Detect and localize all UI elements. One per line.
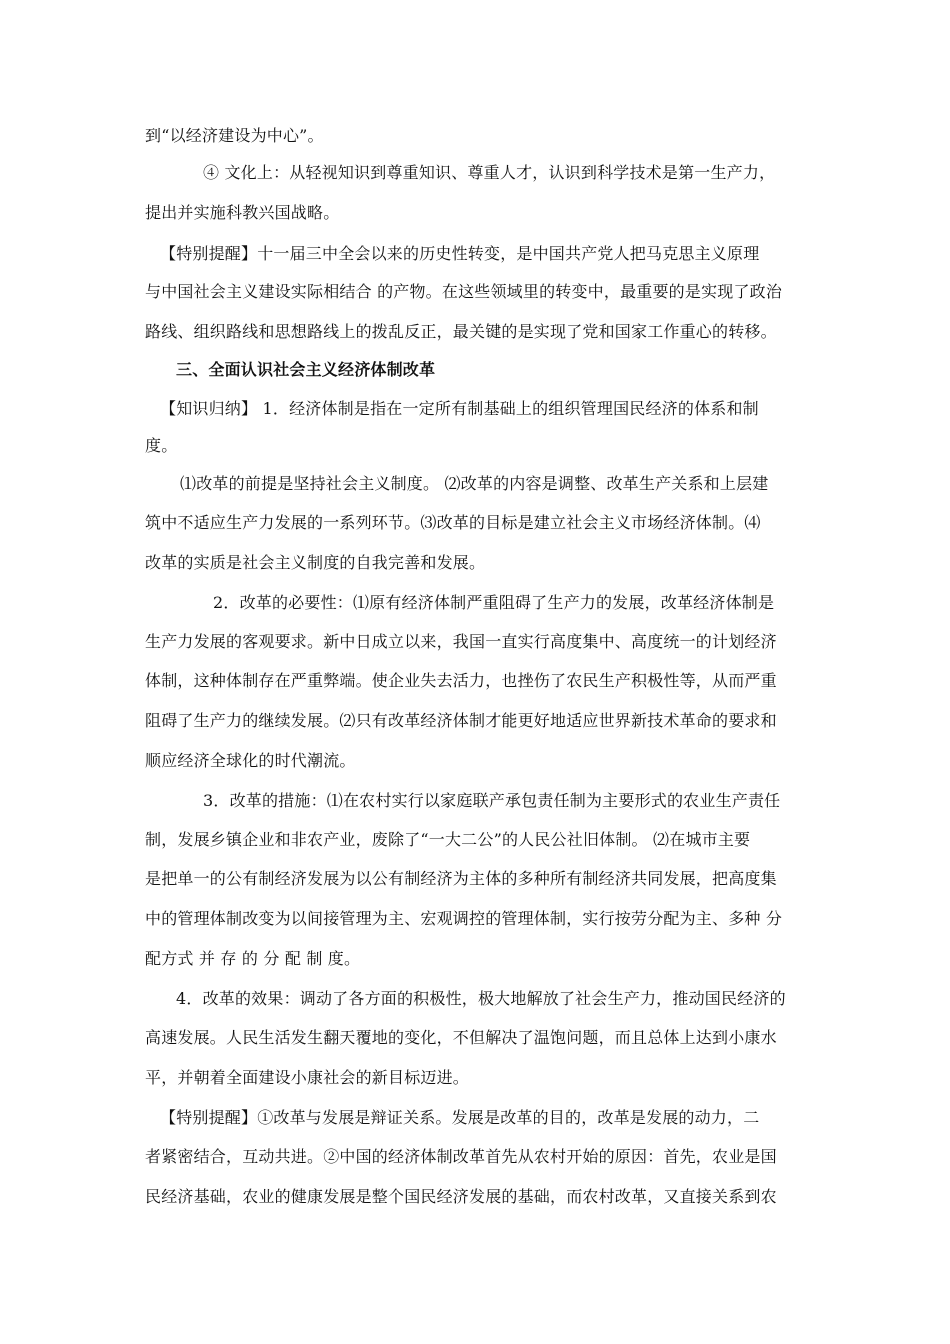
text-line: 【特别提醒】①改革与发展是辩证关系。发展是改革的目的，改革是发展的动力，二 [160,1108,760,1127]
text-line: 阻碍了生产力的继续发展。⑵只有改革经济体制才能更好地适应世界新技术革命的要求和 [145,711,777,730]
text-line: 是把单一的公有制经济发展为以公有制经济为主体的多种所有制经济共同发展，把高度集 [145,869,777,888]
text-line: 生产力发展的客观要求。新中日成立以来，我国一直实行高度集中、高度统一的计划经济 [145,632,777,651]
text-line: 【特别提醒】十一届三中全会以来的历史性转变，是中国共产党人把马克思主义原理 [160,244,760,263]
text-line: 到“以经济建设为中心”。 [145,126,324,145]
text-line: 顺应经济全球化的时代潮流。 [145,751,356,770]
text-line: 提出并实施科教兴国战略。 [145,203,340,222]
text-line: 筑中不适应生产力发展的一系列环节。⑶改革的目标是建立社会主义市场经济体制。⑷ [145,513,761,532]
text-line: 平，并朝着全面建设小康社会的新目标迈进。 [145,1068,470,1087]
text-line: 民经济基础，农业的健康发展是整个国民经济发展的基础，而农村改革，又直接关系到农 [145,1187,777,1206]
text-line: 者紧密结合，互动共进。②中国的经济体制改革首先从农村开始的原因：首先，农业是国 [145,1147,777,1166]
text-line: 2．改革的必要性：⑴原有经济体制严重阻碍了生产力的发展，改革经济体制是 [213,593,775,612]
text-line: 3．改革的措施：⑴在农村实行以家庭联产承包责任制为主要形式的农业生产责任 [203,791,781,810]
text-line: ⑴改革的前提是坚持社会主义制度。 ⑵改革的内容是调整、改革生产关系和上层建 [180,474,769,493]
text-line: 体制，这种体制存在严重弊端。使企业失去活力，也挫伤了农民生产积极性等，从而严重 [145,671,777,690]
text-line: ④ 文化上：从轻视知识到尊重知识、尊重人才，认识到科学技术是第一生产力， [203,163,776,182]
text-line: 【知识归纳】 1．经济体制是指在一定所有制基础上的组织管理国民经济的体系和制 [160,399,759,418]
section-heading: 三、全面认识社会主义经济体制改革 [176,360,436,379]
text-line: 路线、组织路线和思想路线上的拨乱反正，最关键的是实现了党和国家工作重心的转移。 [145,322,777,341]
text-line: 度。 [145,436,178,455]
text-line: 中的管理体制改变为以间接管理为主、宏观调控的管理体制，实行按劳分配为主、多种 分 [145,909,783,928]
text-line: 配方式 并 存 的 分 配 制 度。 [145,949,361,968]
text-line: 制，发展乡镇企业和非农产业，废除了“一大二公”的人民公社旧体制。 ⑵在城市主要 [145,830,751,849]
text-line: 与中国社会主义建设实际相结合 的产物。在这些领域里的转变中，最重要的是实现了政治 [145,282,783,301]
text-line: 4．改革的效果：调动了各方面的积极性，极大地解放了社会生产力，推动国民经济的 [176,989,786,1008]
text-line: 高速发展。人民生活发生翻天覆地的变化，不但解决了温饱问题，而且总体上达到小康水 [145,1028,777,1047]
text-line: 改革的实质是社会主义制度的自我完善和发展。 [145,553,486,572]
